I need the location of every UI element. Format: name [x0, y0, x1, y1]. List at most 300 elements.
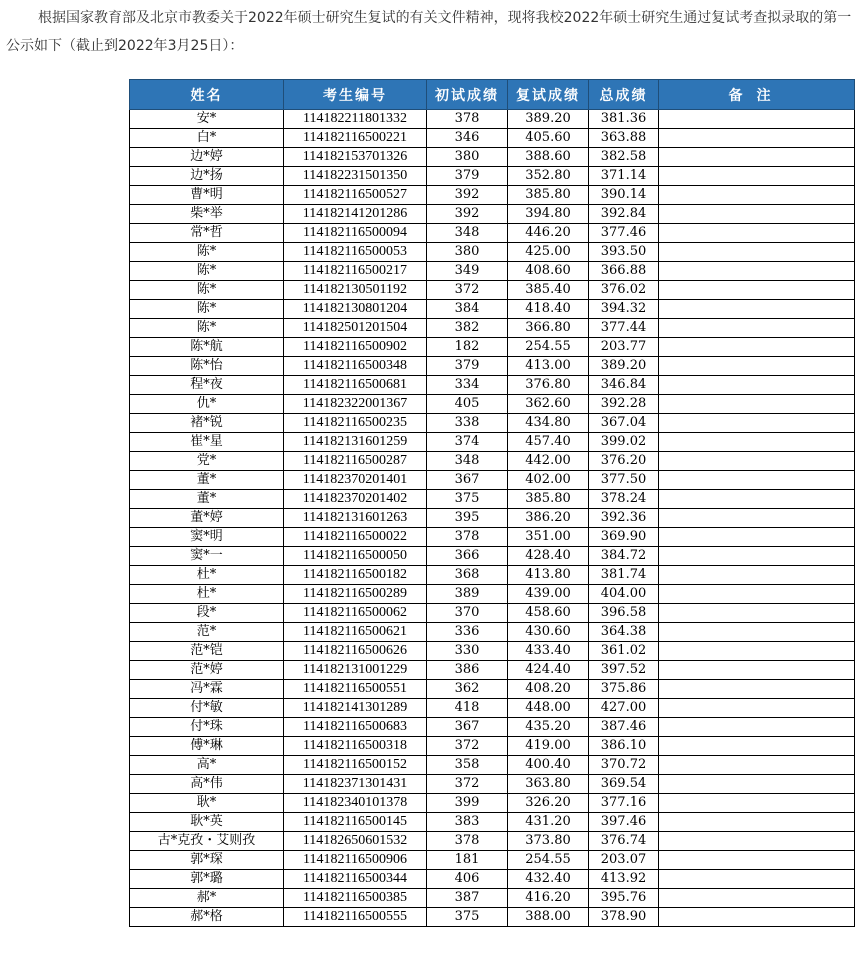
cell-name: 付*珠: [130, 718, 284, 737]
table-row: [130, 718, 855, 737]
table-row: [130, 604, 855, 623]
table-row: [130, 224, 855, 243]
cell-prelim-score: 358: [427, 756, 508, 775]
table-row: [130, 908, 855, 927]
cell-remarks: [659, 566, 855, 585]
cell-total-score: 367.04: [589, 414, 659, 433]
cell-remarks: [659, 870, 855, 889]
cell-total-score: 399.02: [589, 433, 659, 452]
cell-total-score: 363.88: [589, 129, 659, 148]
cell-prelim-score: 182: [427, 338, 508, 357]
cell-candidate-id: 114182116500906: [284, 851, 427, 870]
cell-remarks: [659, 376, 855, 395]
cell-retest-score: 326.20: [508, 794, 589, 813]
cell-retest-score: 458.60: [508, 604, 589, 623]
cell-remarks: [659, 604, 855, 623]
cell-remarks: [659, 186, 855, 205]
cell-candidate-id: 114182116500626: [284, 642, 427, 661]
cell-prelim-score: 348: [427, 452, 508, 471]
cell-candidate-id: 114182322001367: [284, 395, 427, 414]
cell-total-score: 375.86: [589, 680, 659, 699]
cell-total-score: 366.88: [589, 262, 659, 281]
cell-name: 董*婷: [130, 509, 284, 528]
cell-candidate-id: 114182116500094: [284, 224, 427, 243]
cell-name: 古*克孜・艾则孜: [130, 832, 284, 851]
table-row: [130, 395, 855, 414]
cell-retest-score: 430.60: [508, 623, 589, 642]
cell-candidate-id: 114182131601259: [284, 433, 427, 452]
cell-candidate-id: 114182370201402: [284, 490, 427, 509]
cell-remarks: [659, 908, 855, 927]
cell-name: 陈*航: [130, 338, 284, 357]
cell-retest-score: 351.00: [508, 528, 589, 547]
cell-prelim-score: 378: [427, 110, 508, 129]
cell-total-score: 370.72: [589, 756, 659, 775]
cell-remarks: [659, 148, 855, 167]
cell-name: 付*敏: [130, 699, 284, 718]
cell-name: 窦*一: [130, 547, 284, 566]
cell-candidate-id: 114182116500621: [284, 623, 427, 642]
cell-remarks: [659, 642, 855, 661]
table-row: [130, 205, 855, 224]
cell-prelim-score: 386: [427, 661, 508, 680]
cell-name: 耿*: [130, 794, 284, 813]
admission-table: [129, 79, 855, 927]
cell-candidate-id: 114182116500053: [284, 243, 427, 262]
cell-name: 高*伟: [130, 775, 284, 794]
header-remarks: 备注: [659, 80, 855, 110]
cell-name: 陈*怡: [130, 357, 284, 376]
cell-retest-score: 439.00: [508, 585, 589, 604]
cell-prelim-score: 372: [427, 281, 508, 300]
cell-remarks: [659, 889, 855, 908]
cell-total-score: 396.58: [589, 604, 659, 623]
cell-retest-score: 352.80: [508, 167, 589, 186]
cell-remarks: [659, 338, 855, 357]
cell-retest-score: 424.40: [508, 661, 589, 680]
table-row: [130, 699, 855, 718]
table-row: [130, 490, 855, 509]
cell-remarks: [659, 509, 855, 528]
header-retest-score: 复试成绩: [508, 80, 589, 110]
cell-retest-score: 418.40: [508, 300, 589, 319]
cell-total-score: 376.74: [589, 832, 659, 851]
cell-candidate-id: 114182131001229: [284, 661, 427, 680]
table-row: [130, 623, 855, 642]
cell-remarks: [659, 357, 855, 376]
cell-remarks: [659, 167, 855, 186]
cell-retest-score: 386.20: [508, 509, 589, 528]
table-row: [130, 528, 855, 547]
cell-retest-score: 431.20: [508, 813, 589, 832]
table-row: [130, 851, 855, 870]
cell-remarks: [659, 680, 855, 699]
cell-retest-score: 419.00: [508, 737, 589, 756]
cell-prelim-score: 334: [427, 376, 508, 395]
header-candidate-id: 考生编号: [284, 80, 427, 110]
cell-prelim-score: 375: [427, 490, 508, 509]
cell-name: 陈*: [130, 281, 284, 300]
cell-retest-score: 385.80: [508, 490, 589, 509]
cell-prelim-score: 348: [427, 224, 508, 243]
cell-prelim-score: 367: [427, 471, 508, 490]
cell-candidate-id: 114182501201504: [284, 319, 427, 338]
cell-name: 陈*: [130, 319, 284, 338]
cell-remarks: [659, 319, 855, 338]
cell-total-score: 377.46: [589, 224, 659, 243]
cell-name: 范*: [130, 623, 284, 642]
cell-name: 段*: [130, 604, 284, 623]
cell-total-score: 381.36: [589, 110, 659, 129]
cell-retest-score: 385.80: [508, 186, 589, 205]
cell-retest-score: 408.20: [508, 680, 589, 699]
header-total-score: 总成绩: [589, 80, 659, 110]
cell-total-score: 393.50: [589, 243, 659, 262]
cell-total-score: 377.50: [589, 471, 659, 490]
cell-name: 陈*: [130, 300, 284, 319]
cell-name: 党*: [130, 452, 284, 471]
cell-prelim-score: 338: [427, 414, 508, 433]
cell-remarks: [659, 623, 855, 642]
cell-remarks: [659, 471, 855, 490]
cell-total-score: 392.28: [589, 395, 659, 414]
cell-name: 范*铠: [130, 642, 284, 661]
table-row: [130, 889, 855, 908]
cell-name: 仇*: [130, 395, 284, 414]
table-row: [130, 756, 855, 775]
cell-retest-score: 373.80: [508, 832, 589, 851]
cell-name: 董*: [130, 471, 284, 490]
cell-prelim-score: 382: [427, 319, 508, 338]
cell-remarks: [659, 661, 855, 680]
cell-total-score: 384.72: [589, 547, 659, 566]
cell-candidate-id: 114182340101378: [284, 794, 427, 813]
cell-name: 常*哲: [130, 224, 284, 243]
cell-prelim-score: 346: [427, 129, 508, 148]
cell-total-score: 395.76: [589, 889, 659, 908]
cell-candidate-id: 114182116500217: [284, 262, 427, 281]
cell-retest-score: 362.60: [508, 395, 589, 414]
cell-prelim-score: 399: [427, 794, 508, 813]
cell-remarks: [659, 452, 855, 471]
table-row: [130, 186, 855, 205]
table-row: [130, 585, 855, 604]
cell-candidate-id: 114182116500348: [284, 357, 427, 376]
cell-total-score: 203.07: [589, 851, 659, 870]
cell-prelim-score: 368: [427, 566, 508, 585]
cell-name: 郝*格: [130, 908, 284, 927]
table-row: [130, 832, 855, 851]
cell-prelim-score: 366: [427, 547, 508, 566]
cell-total-score: 386.10: [589, 737, 659, 756]
table-row: [130, 775, 855, 794]
cell-total-score: 392.36: [589, 509, 659, 528]
cell-remarks: [659, 851, 855, 870]
cell-candidate-id: 114182116500182: [284, 566, 427, 585]
cell-total-score: 404.00: [589, 585, 659, 604]
intro-line-2: 公示如下（截止到2022年3月25日）：: [6, 38, 244, 54]
cell-retest-score: 413.80: [508, 566, 589, 585]
cell-retest-score: 435.20: [508, 718, 589, 737]
cell-name: 陈*: [130, 243, 284, 262]
cell-remarks: [659, 110, 855, 129]
cell-prelim-score: 372: [427, 737, 508, 756]
cell-candidate-id: 114182130501192: [284, 281, 427, 300]
cell-retest-score: 385.40: [508, 281, 589, 300]
cell-retest-score: 442.00: [508, 452, 589, 471]
cell-prelim-score: 372: [427, 775, 508, 794]
cell-total-score: 361.02: [589, 642, 659, 661]
cell-retest-score: 413.00: [508, 357, 589, 376]
table-row: [130, 547, 855, 566]
table-row: [130, 376, 855, 395]
cell-total-score: 413.92: [589, 870, 659, 889]
cell-retest-score: 408.60: [508, 262, 589, 281]
cell-prelim-score: 375: [427, 908, 508, 927]
table-row: [130, 794, 855, 813]
cell-prelim-score: 367: [427, 718, 508, 737]
cell-retest-score: 376.80: [508, 376, 589, 395]
cell-remarks: [659, 794, 855, 813]
cell-candidate-id: 114182153701326: [284, 148, 427, 167]
cell-name: 杜*: [130, 566, 284, 585]
cell-total-score: 369.54: [589, 775, 659, 794]
cell-total-score: 382.58: [589, 148, 659, 167]
table-row: [130, 661, 855, 680]
cell-retest-score: 457.40: [508, 433, 589, 452]
cell-prelim-score: 370: [427, 604, 508, 623]
cell-prelim-score: 418: [427, 699, 508, 718]
cell-retest-score: 388.00: [508, 908, 589, 927]
cell-retest-score: 389.20: [508, 110, 589, 129]
table-row: [130, 414, 855, 433]
cell-name: 曹*明: [130, 186, 284, 205]
cell-remarks: [659, 737, 855, 756]
cell-total-score: 389.20: [589, 357, 659, 376]
table-row: [130, 680, 855, 699]
cell-retest-score: 366.80: [508, 319, 589, 338]
cell-total-score: 369.90: [589, 528, 659, 547]
cell-name: 郭*琛: [130, 851, 284, 870]
cell-total-score: 397.46: [589, 813, 659, 832]
cell-retest-score: 425.00: [508, 243, 589, 262]
cell-candidate-id: 114182116500681: [284, 376, 427, 395]
cell-remarks: [659, 775, 855, 794]
cell-total-score: 394.32: [589, 300, 659, 319]
cell-prelim-score: 349: [427, 262, 508, 281]
cell-prelim-score: 374: [427, 433, 508, 452]
cell-candidate-id: 114182116500062: [284, 604, 427, 623]
cell-prelim-score: 405: [427, 395, 508, 414]
table-header-row: [130, 80, 855, 110]
cell-total-score: 378.24: [589, 490, 659, 509]
table-row: [130, 338, 855, 357]
cell-prelim-score: 330: [427, 642, 508, 661]
cell-retest-score: 428.40: [508, 547, 589, 566]
table-row: [130, 642, 855, 661]
cell-remarks: [659, 414, 855, 433]
cell-candidate-id: 114182116500145: [284, 813, 427, 832]
cell-retest-score: 363.80: [508, 775, 589, 794]
cell-remarks: [659, 129, 855, 148]
cell-retest-score: 400.40: [508, 756, 589, 775]
cell-remarks: [659, 433, 855, 452]
cell-prelim-score: 380: [427, 243, 508, 262]
cell-candidate-id: 114182116500221: [284, 129, 427, 148]
cell-prelim-score: 392: [427, 205, 508, 224]
table-row: [130, 243, 855, 262]
cell-prelim-score: 378: [427, 832, 508, 851]
cell-candidate-id: 114182371301431: [284, 775, 427, 794]
table-row: [130, 566, 855, 585]
cell-prelim-score: 387: [427, 889, 508, 908]
cell-remarks: [659, 300, 855, 319]
cell-candidate-id: 114182116500683: [284, 718, 427, 737]
table-row: [130, 737, 855, 756]
cell-name: 安*: [130, 110, 284, 129]
cell-total-score: 371.14: [589, 167, 659, 186]
cell-total-score: 377.44: [589, 319, 659, 338]
cell-retest-score: 416.20: [508, 889, 589, 908]
cell-total-score: 397.52: [589, 661, 659, 680]
cell-total-score: 376.02: [589, 281, 659, 300]
cell-candidate-id: 114182116500152: [284, 756, 427, 775]
cell-retest-score: 254.55: [508, 851, 589, 870]
cell-candidate-id: 114182211801332: [284, 110, 427, 129]
table-row: [130, 319, 855, 338]
header-prelim-score: 初试成绩: [427, 80, 508, 110]
cell-retest-score: 432.40: [508, 870, 589, 889]
cell-candidate-id: 114182116500289: [284, 585, 427, 604]
cell-name: 傅*琳: [130, 737, 284, 756]
cell-candidate-id: 114182141201286: [284, 205, 427, 224]
cell-prelim-score: 378: [427, 528, 508, 547]
cell-name: 高*: [130, 756, 284, 775]
cell-remarks: [659, 832, 855, 851]
cell-retest-score: 433.40: [508, 642, 589, 661]
cell-remarks: [659, 281, 855, 300]
cell-remarks: [659, 699, 855, 718]
cell-candidate-id: 114182116500555: [284, 908, 427, 927]
table-row: [130, 262, 855, 281]
cell-name: 柴*举: [130, 205, 284, 224]
cell-prelim-score: 392: [427, 186, 508, 205]
cell-name: 陈*: [130, 262, 284, 281]
cell-retest-score: 388.60: [508, 148, 589, 167]
cell-total-score: 392.84: [589, 205, 659, 224]
intro-line-1: 根据国家教育部及北京市教委关于2022年硕士研究生复试的有关文件精神，现将我校2022年硕士研究生通过复试考查拟录取的第一: [38, 10, 852, 26]
cell-prelim-score: 380: [427, 148, 508, 167]
cell-total-score: 390.14: [589, 186, 659, 205]
cell-remarks: [659, 243, 855, 262]
cell-remarks: [659, 395, 855, 414]
cell-total-score: 364.38: [589, 623, 659, 642]
cell-total-score: 427.00: [589, 699, 659, 718]
table-row: [130, 471, 855, 490]
cell-retest-score: 402.00: [508, 471, 589, 490]
cell-remarks: [659, 528, 855, 547]
cell-candidate-id: 114182116500050: [284, 547, 427, 566]
cell-candidate-id: 114182116500235: [284, 414, 427, 433]
cell-prelim-score: 383: [427, 813, 508, 832]
cell-total-score: 376.20: [589, 452, 659, 471]
cell-prelim-score: 389: [427, 585, 508, 604]
cell-name: 范*婷: [130, 661, 284, 680]
cell-total-score: 387.46: [589, 718, 659, 737]
cell-prelim-score: 395: [427, 509, 508, 528]
cell-candidate-id: 114182370201401: [284, 471, 427, 490]
cell-name: 边*扬: [130, 167, 284, 186]
cell-name: 冯*霖: [130, 680, 284, 699]
cell-total-score: 203.77: [589, 338, 659, 357]
cell-name: 郭*璐: [130, 870, 284, 889]
cell-candidate-id: 114182141301289: [284, 699, 427, 718]
cell-remarks: [659, 585, 855, 604]
cell-retest-score: 405.60: [508, 129, 589, 148]
cell-candidate-id: 114182116500287: [284, 452, 427, 471]
cell-total-score: 381.74: [589, 566, 659, 585]
table-body: [130, 110, 855, 927]
cell-candidate-id: 114182116500022: [284, 528, 427, 547]
cell-remarks: [659, 262, 855, 281]
cell-retest-score: 254.55: [508, 338, 589, 357]
cell-retest-score: 446.20: [508, 224, 589, 243]
cell-prelim-score: 336: [427, 623, 508, 642]
table-row: [130, 870, 855, 889]
cell-candidate-id: 114182116500385: [284, 889, 427, 908]
cell-name: 耿*英: [130, 813, 284, 832]
cell-candidate-id: 114182130801204: [284, 300, 427, 319]
cell-remarks: [659, 224, 855, 243]
header-name: 姓名: [130, 80, 284, 110]
cell-remarks: [659, 813, 855, 832]
cell-candidate-id: 114182231501350: [284, 167, 427, 186]
cell-name: 杜*: [130, 585, 284, 604]
cell-name: 褚*锐: [130, 414, 284, 433]
cell-candidate-id: 114182116500527: [284, 186, 427, 205]
cell-prelim-score: 384: [427, 300, 508, 319]
table-row: [130, 509, 855, 528]
cell-retest-score: 448.00: [508, 699, 589, 718]
cell-candidate-id: 114182650601532: [284, 832, 427, 851]
cell-remarks: [659, 718, 855, 737]
cell-remarks: [659, 205, 855, 224]
table-row: [130, 110, 855, 129]
cell-prelim-score: 406: [427, 870, 508, 889]
cell-name: 窦*明: [130, 528, 284, 547]
table-row: [130, 281, 855, 300]
cell-retest-score: 394.80: [508, 205, 589, 224]
table-row: [130, 300, 855, 319]
cell-prelim-score: 362: [427, 680, 508, 699]
cell-total-score: 378.90: [589, 908, 659, 927]
cell-prelim-score: 379: [427, 167, 508, 186]
cell-remarks: [659, 547, 855, 566]
cell-candidate-id: 114182116500344: [284, 870, 427, 889]
cell-name: 白*: [130, 129, 284, 148]
cell-candidate-id: 114182116500902: [284, 338, 427, 357]
cell-prelim-score: 181: [427, 851, 508, 870]
cell-candidate-id: 114182131601263: [284, 509, 427, 528]
table-row: [130, 357, 855, 376]
cell-remarks: [659, 756, 855, 775]
cell-candidate-id: 114182116500551: [284, 680, 427, 699]
table-row: [130, 129, 855, 148]
cell-name: 边*婷: [130, 148, 284, 167]
cell-name: 程*夜: [130, 376, 284, 395]
cell-name: 崔*星: [130, 433, 284, 452]
cell-remarks: [659, 490, 855, 509]
